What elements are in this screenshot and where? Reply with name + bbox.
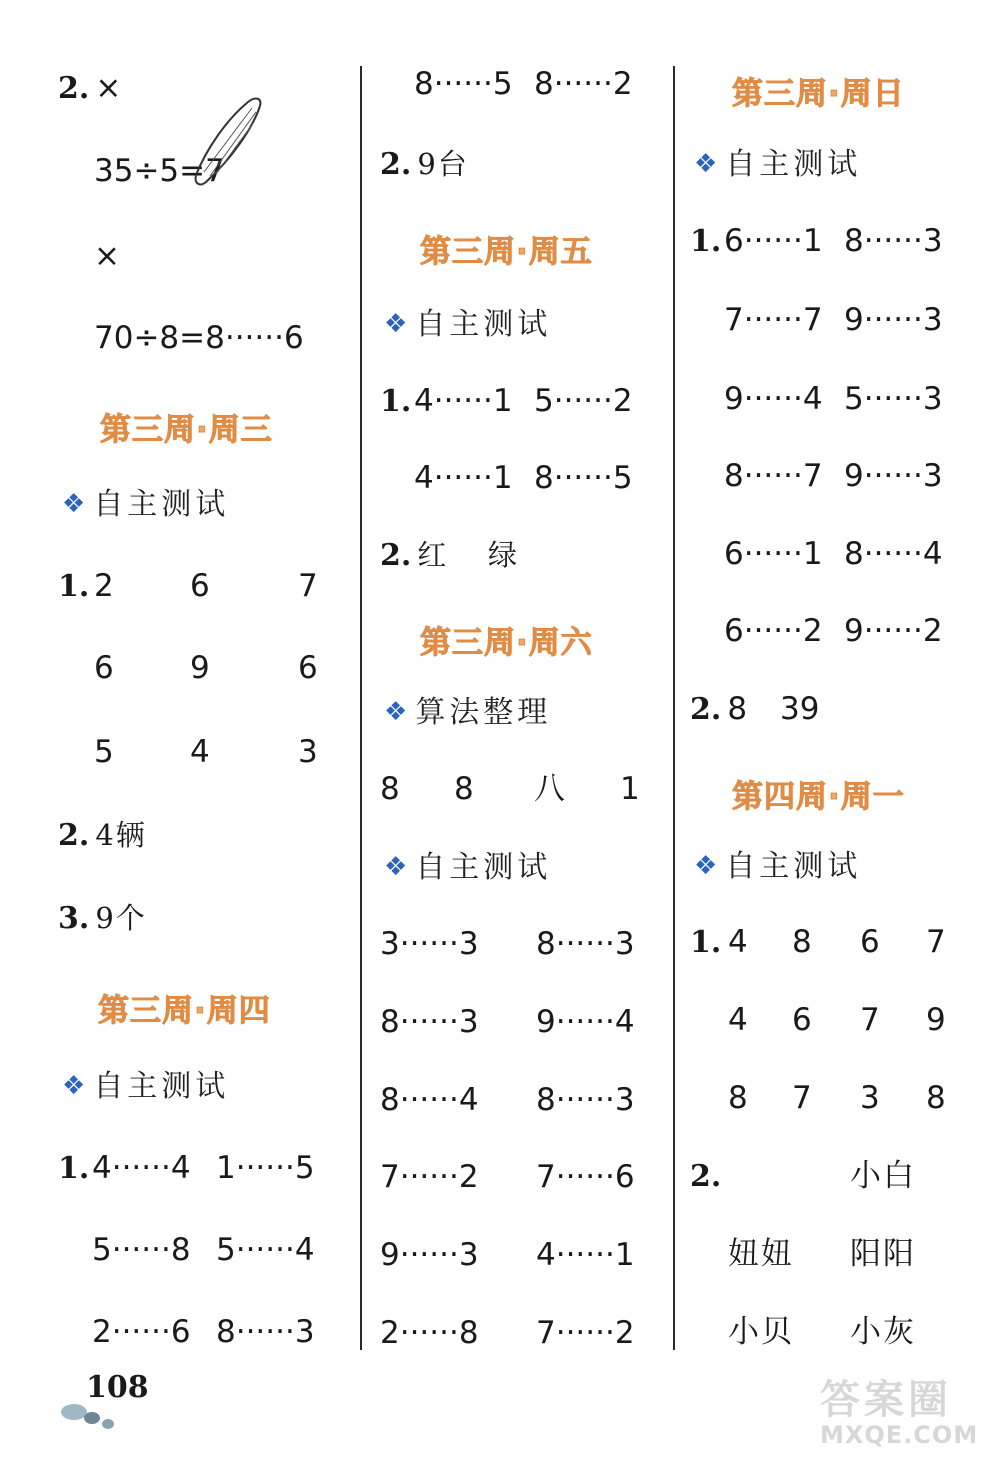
name-label: 阳阳 [850,1236,916,1272]
answer-line: 2. 9台 [380,147,469,182]
equation-line: 70÷8=8······6 [94,320,304,356]
answer-line: 2. × [58,70,122,106]
answer-cell: 2······6 [92,1314,191,1350]
answer-cell: 9······4 [724,381,823,417]
subsection-heading: ❖ 自主测试 [694,147,862,182]
answer-cell: 8······2 [534,66,633,102]
answer-cell: 39 [780,691,820,727]
answer-cell: 7······7 [724,302,823,338]
question-number: 1. [690,925,722,960]
name-label: 小白 [850,1158,916,1194]
subsection-heading: ❖ 自主测试 [384,850,552,885]
name-label: 妞妞 [728,1236,794,1272]
subsection-heading: ❖ 自主测试 [694,849,862,884]
answer-cell: 6······1 [724,223,823,259]
answer-cell: 8 [792,924,812,960]
column-left [0,0,360,1459]
answer-cell: 7······2 [536,1315,635,1351]
answer-cell: 8 [454,771,474,807]
answer-cell: 4 [190,734,210,770]
answer-cell: 4······1 [414,460,513,496]
answer-cell: 5······2 [534,383,633,419]
answer-cell: 1······5 [216,1150,315,1186]
section-title: 第三周·周日 [732,76,905,112]
answer-cell: 8······5 [414,66,513,102]
answer-cell: 6 [94,650,114,686]
answer-cell: 9······3 [844,458,943,494]
answer-cell: 4 [728,1002,748,1038]
answer-cell: 6 [190,568,210,604]
answer-cell: 8 [926,1080,946,1116]
subsection-heading: ❖ 自主测试 [384,307,552,342]
answer-cell: 9 [190,650,210,686]
answer-line: 2. 红 [380,538,449,573]
answer-line: 2. 4辆 [58,818,147,853]
subsection-heading: ❖ 自主测试 [62,1069,230,1104]
answer-cell: 八 [534,771,567,807]
answer-cell: 1 [620,771,640,807]
section-title: 第四周·周一 [732,779,905,815]
answer-cell: 6······1 [724,536,823,572]
column-divider [673,66,675,1350]
question-number: 2. [690,1159,722,1194]
section-title: 第三周·周四 [98,993,271,1029]
answer-cell: 3 [860,1080,880,1116]
diamond-icon: ❖ [384,852,408,882]
pencil-sketch-icon [186,90,266,195]
answer-cell: 7 [860,1002,880,1038]
answer-cell: 4······1 [414,383,513,419]
answer-cell: 5 [94,734,114,770]
answer-line: 3. 9个 [58,901,147,936]
answer-cell: 6 [860,924,880,960]
diamond-icon: ❖ [694,149,718,179]
column-middle [362,0,672,1459]
section-title: 第三周·周三 [100,412,273,448]
answer-cell: 4······4 [92,1150,191,1186]
answer-cell: 9······3 [844,302,943,338]
equation-line: 35÷5=7 [94,153,225,189]
answer-cell: 4······1 [536,1237,635,1273]
answer-cell: 8······3 [536,926,635,962]
answer-cell: 8 [728,1080,748,1116]
answer-cell: 2 [94,568,114,604]
answer-cell: 8······3 [844,223,943,259]
answer-cell: 7······2 [380,1159,479,1195]
diamond-icon: ❖ [384,309,408,339]
column-right [676,0,1000,1459]
answer-cell: 3······3 [380,926,479,962]
answer-cell: 7······6 [536,1159,635,1195]
page-number: 108 [86,1370,149,1405]
name-label: 小灰 [850,1314,916,1350]
cartoon-decoration-icon [58,1398,128,1432]
answer-cell: 6 [298,650,318,686]
answer-cell: 5······4 [216,1232,315,1268]
answer-cell: 8······3 [380,1004,479,1040]
answer-cell: 9 [926,1002,946,1038]
answer-line: 2. 8 [690,691,748,727]
diamond-icon: ❖ [694,851,718,881]
answer-cell: 8······3 [216,1314,315,1350]
answer-cell: 8······4 [380,1082,479,1118]
name-label: 小贝 [728,1314,794,1350]
section-title: 第三周·周六 [420,625,593,661]
answer-cell: 6 [792,1002,812,1038]
answer-cell: 5······3 [844,381,943,417]
answer-cell: 8······7 [724,458,823,494]
answer-cell: 7 [298,568,318,604]
question-number: 1. [58,569,90,604]
answer-cell: 7 [792,1080,812,1116]
watermark: 答案圈 MXQE.COM [820,1377,979,1449]
diamond-icon: ❖ [384,697,408,727]
answer-cell: 9······2 [844,613,943,649]
answer-cell: 2······8 [380,1315,479,1351]
answer-cell: 8······4 [844,536,943,572]
answer-cell: 7 [926,924,946,960]
section-title: 第三周·周五 [420,234,593,270]
answer-cell: 5······8 [92,1232,191,1268]
diamond-icon: ❖ [62,1071,86,1101]
answer-cell: 8······5 [534,460,633,496]
question-number: 1. [380,384,412,419]
answer-cell: 9······4 [536,1004,635,1040]
question-number: 1. [690,224,722,259]
answer-cell: 3 [298,734,318,770]
question-number: 1. [58,1151,90,1186]
diamond-icon: ❖ [62,489,86,519]
answer-cell: 4 [728,924,748,960]
subsection-heading: ❖ 算法整理 [384,695,552,730]
answer-cell: 9······3 [380,1237,479,1273]
answer-mark: × [94,238,120,274]
answer-cell: 6······2 [724,613,823,649]
answer-cell: 8 [380,771,400,807]
answer-cell: 8······3 [536,1082,635,1118]
answer-cell: 绿 [488,538,520,572]
subsection-heading: ❖ 自主测试 [62,487,230,522]
